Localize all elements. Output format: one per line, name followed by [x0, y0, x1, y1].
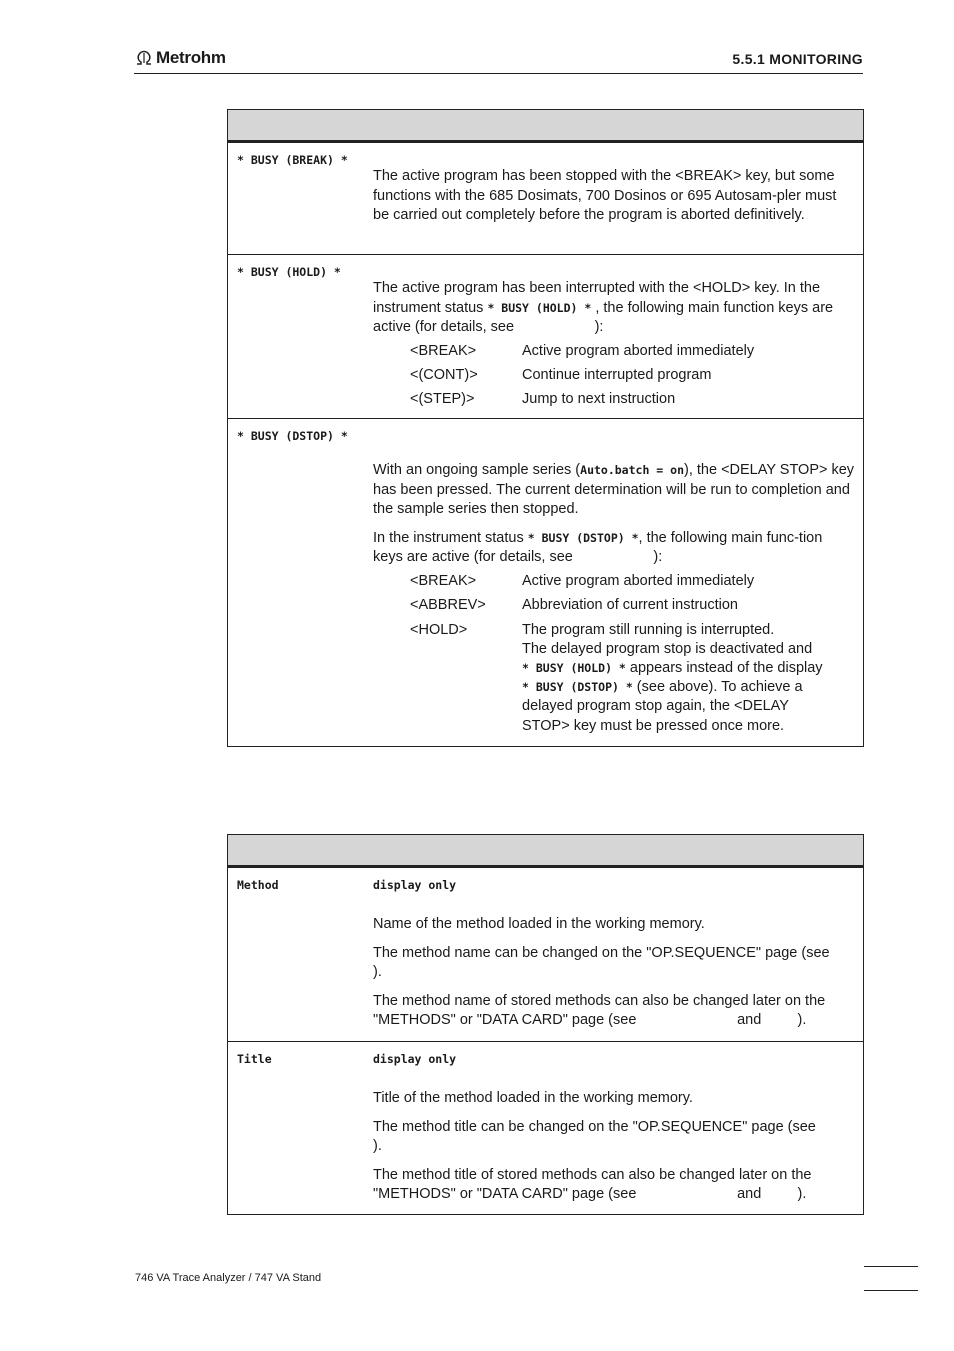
parameter-table — [227, 834, 903, 1215]
table-row — [228, 142, 863, 254]
parameter-key: Method — [237, 878, 279, 892]
list-item: <(STEP)> Jump to next instruction — [410, 390, 676, 407]
list-item: <ABBREV> Abbreviation of current instruction — [410, 596, 738, 613]
page-number-rule-top — [864, 1266, 918, 1267]
section-title: 5.5.1 MONITORING — [732, 51, 863, 67]
list-item: <BREAK> Active program aborted immediately — [410, 342, 755, 359]
metrohm-omega-icon — [135, 50, 153, 66]
footer-text: 746 VA Trace Analyzer / 747 VA Stand — [135, 1272, 322, 1284]
table-row — [228, 1041, 873, 1214]
parameter-description: Name of the method loaded in the working memory. The method name can be changed on the "OP.SEQUENCE" page (see ). The method name of stored methods can also be changed later on the "METHODS" or "DATA CARD" page (see and ). — [373, 916, 903, 1028]
parameter-key: Title — [237, 1052, 272, 1066]
table-header-bar — [228, 835, 863, 867]
parameter-description: Title of the method loaded in the working memory. The method title can be changed on the "OP.SEQUENCE" page (see ). The method title of stored methods can also be changed later on the "METHODS" or "DATA CARD" page (see and ). — [373, 1090, 873, 1202]
table-row — [228, 254, 863, 418]
brand-name: Metrohm — [156, 48, 226, 67]
status-table — [227, 109, 864, 747]
table-row — [228, 867, 903, 1041]
status-key: * BUSY (DSTOP) * — [237, 429, 348, 443]
list-item: <(CONT)> Continue interrupted program — [410, 366, 712, 383]
key-list — [373, 570, 855, 736]
list-item: <BREAK> Active program aborted immediately — [410, 572, 755, 589]
status-description: With an ongoing sample series (Auto.batch = on), the <DELAY STOP> key has been pressed. The current determination will be run to completion and the sample series then stopped. In the instrument status * BUSY (DSTOP) *, the following main func-tion keys are active (for details, see ): <BREAK> Active program aborted immediately <ABBREV> Abbreviation of current instruction <HOLD> The program still running is interrupted. The delayed program stop is deactivated and * BUSY (HOLD) * appears instead of the display * BUSY (DSTOP) * (see above). To achieve a delayed program stop again, the <DELAY STOP> key must be pressed once more. — [373, 461, 855, 736]
page-number-rule-bottom — [864, 1290, 918, 1291]
brand-logo — [135, 48, 226, 68]
status-description: The active program has been interrupted with the <HOLD> key. In the instrument status * BUSY (HOLD) * , the following main function keys are active (for details, see ): <BREAK> Active program aborted immediately <(CONT)> Continue interrupted program <(STEP)> Jump to next instruction — [373, 279, 855, 412]
parameter-range: display only — [373, 878, 457, 892]
parameter-range: display only — [373, 1052, 457, 1066]
list-item: <HOLD> The program still running is interrupted. The delayed program stop is deactivated and * BUSY (HOLD) * appears instead of the display * BUSY (DSTOP) * (see above). To achieve a delayed program stop again, the <DELAY STOP> key must be pressed once more. — [410, 621, 823, 734]
table-header-bar — [228, 110, 863, 142]
header-rule — [134, 73, 863, 74]
status-key: * BUSY (BREAK) * — [237, 153, 348, 167]
table-row — [228, 418, 863, 746]
status-description: The active program has been stopped with the <BREAK> key, but some functions with the 685 Dosimats, 700 Dosinos or 695 Autosam-pler must be carried out completely before the program is aborted definitively. — [373, 168, 837, 223]
key-list — [373, 340, 855, 412]
status-key: * BUSY (HOLD) * — [237, 265, 341, 279]
